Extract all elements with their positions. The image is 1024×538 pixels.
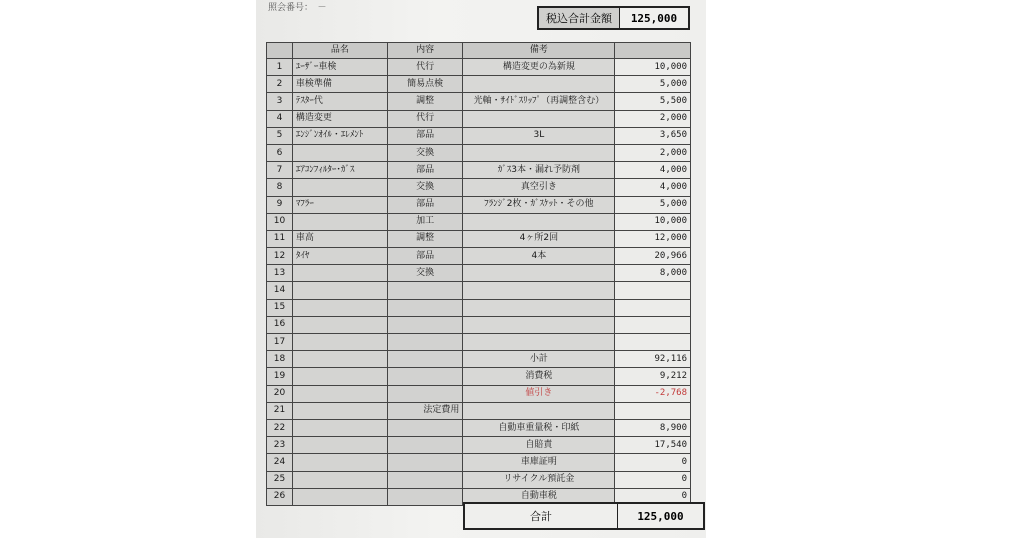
content: 調整: [387, 93, 463, 110]
amount: 2,000: [615, 144, 691, 161]
row-number: 6: [267, 144, 293, 161]
header-item: 品名: [292, 43, 387, 59]
estimate-table: [266, 42, 691, 506]
content: 部品: [387, 162, 463, 179]
header-no: [267, 43, 293, 59]
row-number: 10: [267, 213, 293, 230]
item-name: ｴﾝｼﾞﾝｵｲﾙ・ｴﾚﾒﾝﾄ: [292, 127, 387, 144]
item-name: [292, 299, 387, 316]
amount: 5,000: [615, 196, 691, 213]
total-amount-value: 125,000: [630, 11, 678, 25]
amount: -2,768: [615, 385, 691, 402]
header-amount: [615, 43, 691, 59]
item-name: 構造変更: [292, 110, 387, 127]
row-number: 14: [267, 282, 293, 299]
content: [387, 316, 463, 333]
row-number: 13: [267, 265, 293, 282]
remarks: [463, 144, 615, 161]
item-name: [292, 402, 387, 419]
remarks: [463, 213, 615, 230]
row-number: 22: [267, 419, 293, 436]
remarks: 消費税: [463, 368, 615, 385]
table-row: [267, 454, 691, 471]
row-number: 25: [267, 471, 293, 488]
amount: 4,000: [615, 162, 691, 179]
item-name: [292, 454, 387, 471]
amount: 8,000: [615, 265, 691, 282]
amount: 20,966: [615, 248, 691, 265]
row-number: 23: [267, 437, 293, 454]
row-number: 15: [267, 299, 293, 316]
remarks: 自動車重量税・印紙: [463, 419, 615, 436]
table-row: [267, 316, 691, 333]
content: [387, 454, 463, 471]
table-row: [267, 368, 691, 385]
remarks: [463, 76, 615, 93]
table-row: [267, 265, 691, 282]
content: 加工: [387, 213, 463, 230]
remarks: リサイクル預託金: [463, 471, 615, 488]
amount: 5,000: [615, 76, 691, 93]
table-row: [267, 471, 691, 488]
item-name: ﾕｰｻﾞｰ車検: [292, 59, 387, 76]
row-number: 4: [267, 110, 293, 127]
content: [387, 334, 463, 351]
table-row: [267, 93, 691, 110]
amount: [615, 402, 691, 419]
total-amount-box: [537, 6, 690, 30]
table-header-row: [267, 43, 691, 59]
table-row: [267, 402, 691, 419]
table-row: [267, 213, 691, 230]
content: [387, 385, 463, 402]
content: 交換: [387, 265, 463, 282]
row-number: 19: [267, 368, 293, 385]
content: [387, 351, 463, 368]
amount: [615, 282, 691, 299]
content: [387, 471, 463, 488]
item-name: [292, 334, 387, 351]
remarks: 3L: [463, 127, 615, 144]
table-row: [267, 419, 691, 436]
item-name: [292, 282, 387, 299]
table-row: [267, 334, 691, 351]
remarks: 4本: [463, 248, 615, 265]
row-number: 18: [267, 351, 293, 368]
amount: 0: [615, 454, 691, 471]
remarks: ﾌﾗﾝｼﾞ2枚・ｶﾞｽｹｯﾄ・その他: [463, 196, 615, 213]
remarks: 車庫証明: [463, 454, 615, 471]
reference-number: 照会番号： －: [268, 3, 327, 13]
amount: 92,116: [615, 351, 691, 368]
item-name: ﾏﾌﾗｰ: [292, 196, 387, 213]
remarks: [463, 110, 615, 127]
remarks: 4ヶ所2回: [463, 230, 615, 247]
grand-total-value: 125,000: [637, 509, 684, 523]
header-content: 内容: [387, 43, 463, 59]
content: 簡易点検: [387, 76, 463, 93]
table-row: [267, 230, 691, 247]
table-row: [267, 282, 691, 299]
row-number: 24: [267, 454, 293, 471]
content: [387, 282, 463, 299]
table-row: [267, 144, 691, 161]
item-name: [292, 471, 387, 488]
row-number: 5: [267, 127, 293, 144]
row-number: 21: [267, 402, 293, 419]
content: 代行: [387, 110, 463, 127]
row-number: 1: [267, 59, 293, 76]
remarks: 構造変更の為新規: [463, 59, 615, 76]
amount: [615, 316, 691, 333]
remarks: [463, 265, 615, 282]
amount: 2,000: [615, 110, 691, 127]
content: [387, 488, 463, 505]
table-row: [267, 351, 691, 368]
remarks: 小計: [463, 351, 615, 368]
row-number: 2: [267, 76, 293, 93]
item-name: [292, 368, 387, 385]
row-number: 12: [267, 248, 293, 265]
content: 部品: [387, 248, 463, 265]
amount: 3,650: [615, 127, 691, 144]
row-number: 26: [267, 488, 293, 505]
item-name: [292, 144, 387, 161]
content: 法定費用: [387, 402, 463, 419]
content: 交換: [387, 179, 463, 196]
header-remarks: 備考: [463, 43, 615, 59]
remarks: ｶﾞｽ3本・漏れ予防剤: [463, 162, 615, 179]
content: 部品: [387, 196, 463, 213]
table-row: [267, 127, 691, 144]
item-name: ﾀｲﾔ: [292, 248, 387, 265]
amount: 10,000: [615, 213, 691, 230]
item-name: [292, 437, 387, 454]
amount: 5,500: [615, 93, 691, 110]
remarks: [463, 316, 615, 333]
content: 代行: [387, 59, 463, 76]
item-name: [292, 213, 387, 230]
amount: 9,212: [615, 368, 691, 385]
content: 交換: [387, 144, 463, 161]
amount: 10,000: [615, 59, 691, 76]
item-name: 車高: [292, 230, 387, 247]
row-number: 7: [267, 162, 293, 179]
remarks: 真空引き: [463, 179, 615, 196]
amount: 0: [615, 488, 691, 505]
content: [387, 437, 463, 454]
table-row: [267, 110, 691, 127]
remarks: 自賠責: [463, 437, 615, 454]
grand-total-label: 合計: [465, 504, 618, 528]
content: [387, 368, 463, 385]
table-row: [267, 179, 691, 196]
content: [387, 299, 463, 316]
table-row: [267, 437, 691, 454]
item-name: [292, 488, 387, 505]
row-number: 8: [267, 179, 293, 196]
amount: 17,540: [615, 437, 691, 454]
item-name: [292, 179, 387, 196]
amount: 12,000: [615, 230, 691, 247]
remarks: 自動車税: [463, 488, 615, 505]
item-name: [292, 419, 387, 436]
table-row: [267, 196, 691, 213]
item-name: ﾃｽﾀｰ代: [292, 93, 387, 110]
remarks: [463, 299, 615, 316]
remarks: [463, 282, 615, 299]
remarks: 光軸・ｻｲﾄﾞｽﾘｯﾌﾟ（再調整含む）: [463, 93, 615, 110]
item-name: [292, 385, 387, 402]
item-name: ｴｱｺﾝﾌｨﾙﾀｰ･ｶﾞｽ: [292, 162, 387, 179]
item-name: [292, 351, 387, 368]
table-row: [267, 162, 691, 179]
grand-total-box: [463, 502, 705, 530]
remarks: [463, 334, 615, 351]
item-name: [292, 316, 387, 333]
row-number: 20: [267, 385, 293, 402]
table-row: [267, 76, 691, 93]
row-number: 9: [267, 196, 293, 213]
table-row: [267, 248, 691, 265]
item-name: [292, 265, 387, 282]
row-number: 16: [267, 316, 293, 333]
remarks: [463, 402, 615, 419]
row-number: 3: [267, 93, 293, 110]
table-row: [267, 59, 691, 76]
amount: [615, 334, 691, 351]
amount: 8,900: [615, 419, 691, 436]
row-number: 17: [267, 334, 293, 351]
amount: 0: [615, 471, 691, 488]
content: 調整: [387, 230, 463, 247]
row-number: 11: [267, 230, 293, 247]
total-amount-label: 税込合計金額: [539, 8, 620, 28]
amount: [615, 299, 691, 316]
remarks: 値引き: [463, 385, 615, 402]
item-name: 車検準備: [292, 76, 387, 93]
table-row: [267, 299, 691, 316]
table-row: [267, 385, 691, 402]
content: [387, 419, 463, 436]
content: 部品: [387, 127, 463, 144]
amount: 4,000: [615, 179, 691, 196]
